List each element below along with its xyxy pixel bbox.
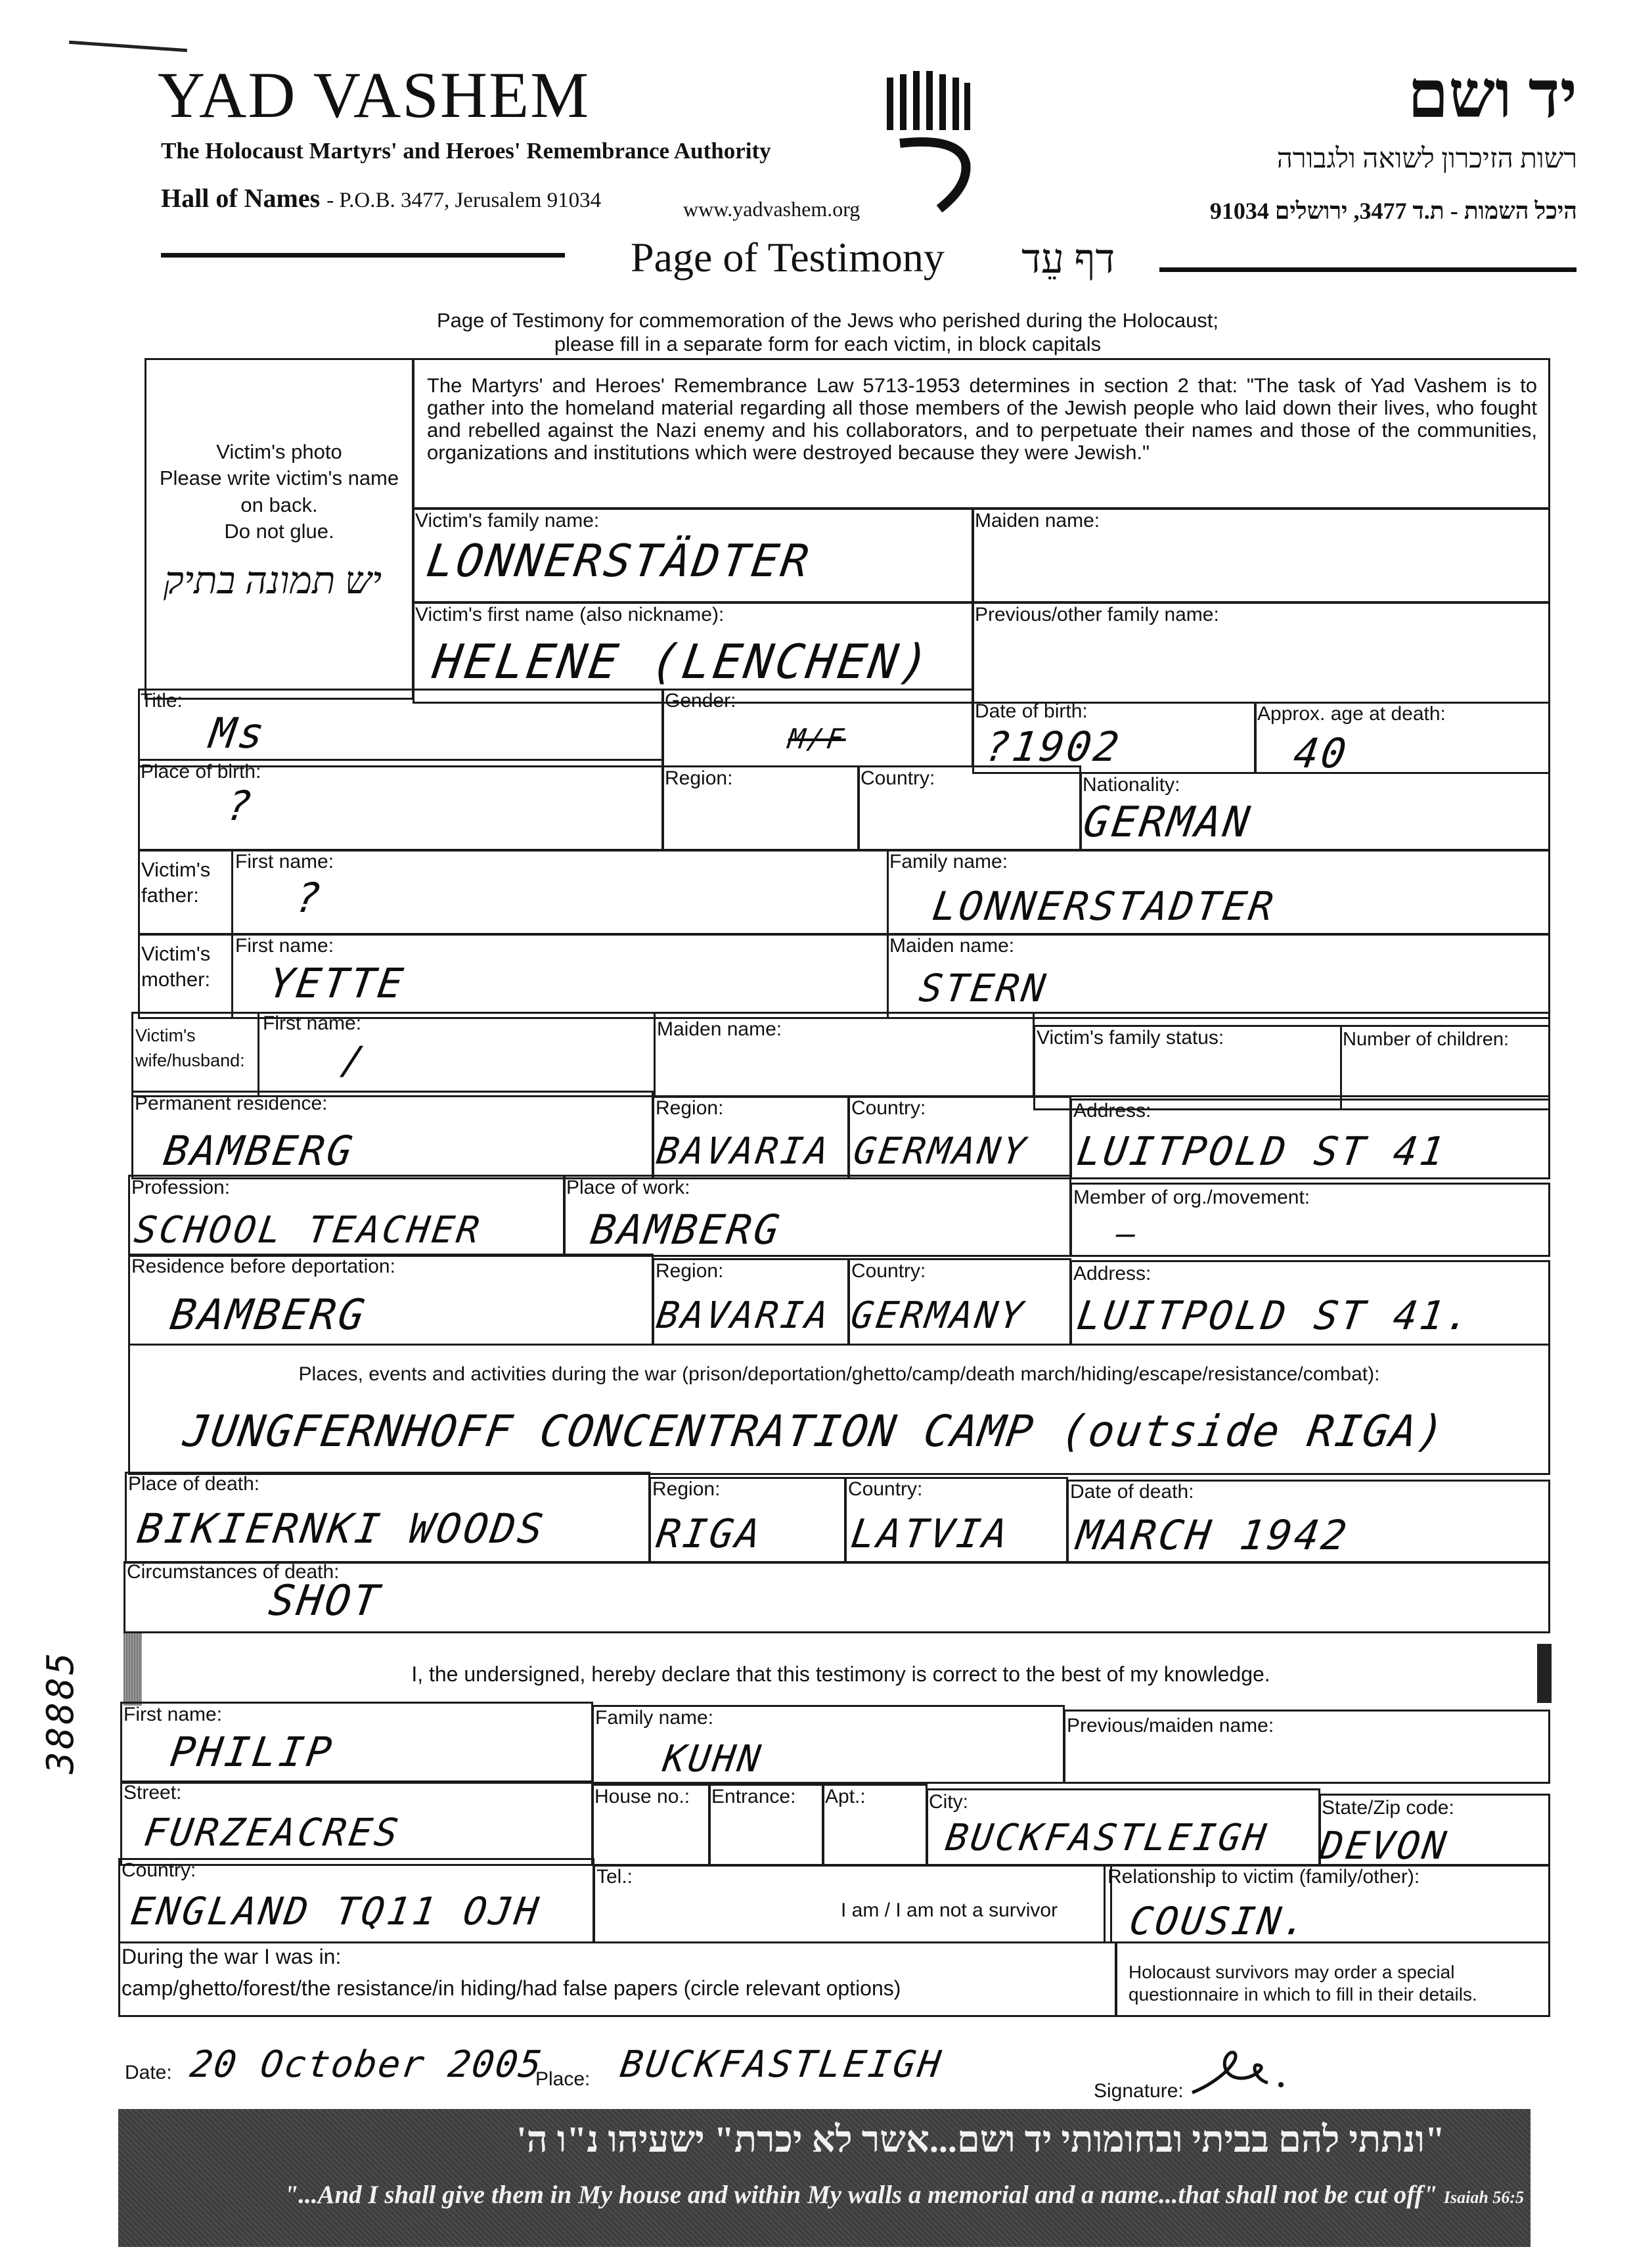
city-value[interactable]: BUCKFASTLEIGH: [943, 1817, 1271, 1859]
workplace-value[interactable]: BAMBERG: [587, 1206, 785, 1254]
father-first-label: First name:: [235, 851, 334, 873]
zip-value[interactable]: DEVON: [1317, 1823, 1452, 1868]
submitter-family-value[interactable]: KUHN: [660, 1738, 766, 1780]
spouse-row-label: Victim's wife/husband:: [135, 1026, 245, 1070]
tel-label: Tel.:: [596, 1866, 633, 1888]
title-value[interactable]: Ms: [206, 710, 270, 758]
nationality-value[interactable]: GERMAN: [1080, 798, 1255, 847]
margin-number: 38885: [39, 1650, 82, 1774]
father-first-value[interactable]: ?: [292, 874, 326, 922]
street-value[interactable]: FURZEACRES: [141, 1810, 403, 1855]
relation-label: Relationship to victim (family/other):: [1107, 1866, 1420, 1888]
residence-label: Permanent residence:: [135, 1093, 328, 1114]
yad-vashem-logo-icon: [880, 71, 979, 212]
org-name: YAD VASHEM: [158, 58, 591, 131]
deportation-region-value[interactable]: BAVARIA: [654, 1294, 834, 1337]
member-value[interactable]: —: [1114, 1215, 1141, 1252]
death-country-label: Country:: [848, 1478, 923, 1500]
deportation-country-value[interactable]: GERMANY: [848, 1294, 1028, 1337]
gender-value[interactable]: M/F: [786, 723, 849, 755]
mother-maiden-label: Maiden name:: [889, 935, 1015, 957]
other-family-name-label: Previous/other family name:: [975, 604, 1219, 625]
deportation-address-value[interactable]: LUITPOLD ST 41.: [1074, 1293, 1476, 1339]
war-label: Places, events and activities during the war (prison/deportation/ghetto/camp/death march/hiding/escape/resistance/combat):: [298, 1363, 1380, 1385]
death-date-value[interactable]: MARCH 1942: [1073, 1511, 1353, 1559]
intro-line-1: Page of Testimony for commemoration of the Jews who perished during the Holocaust;: [436, 309, 1219, 332]
signature-mark[interactable]: [1189, 2047, 1294, 2099]
member-label: Member of org./movement:: [1073, 1187, 1310, 1208]
deportation-country-label: Country:: [851, 1260, 926, 1282]
footer-hebrew: "ונתתי להם בביתי ובחומותי יד ושם...אשר לא יכרת" ישעיהו נ"ו ה': [516, 2120, 1445, 2160]
family-name-value[interactable]: LONNERSTÄDTER: [423, 535, 815, 587]
signature-label: Signature:: [1094, 2080, 1184, 2102]
entrance-label: Entrance:: [711, 1786, 796, 1807]
form-title-hebrew: דף עֵד: [1021, 237, 1115, 282]
zip-label: State/Zip code:: [1322, 1797, 1454, 1819]
war-value[interactable]: JUNGFERNHOFF CONCENTRATION CAMP (outside RIGA): [180, 1406, 1449, 1457]
house-no-label: House no.:: [594, 1786, 690, 1807]
profession-value[interactable]: SCHOOL TEACHER: [131, 1209, 485, 1252]
scan-mark-line: [69, 41, 187, 53]
authority-name: The Holocaust Martyrs' and Heroes' Remembrance Authority: [161, 138, 771, 164]
pob-country-label: Country:: [861, 767, 935, 789]
workplace-label: Place of work:: [566, 1177, 690, 1198]
place-label: Place:: [535, 2068, 591, 2090]
residence-country-label: Country:: [851, 1097, 926, 1119]
deportation-residence-value[interactable]: BAMBERG: [167, 1291, 370, 1340]
deportation-address-label: Address:: [1073, 1263, 1152, 1284]
photo-instructions: Victim's photo Please write victim's name on back. Do not glue.: [159, 440, 399, 543]
deportation-residence-label: Residence before deportation:: [131, 1256, 395, 1277]
age-label: Approx. age at death:: [1257, 703, 1446, 725]
submitter-family-label: Family name:: [595, 1707, 714, 1729]
death-region-label: Region:: [652, 1478, 721, 1500]
spouse-first-value[interactable]: /: [338, 1038, 370, 1083]
law-text: The Martyrs' and Heroes' Remembrance Law 5713-1953 determines in section 2 that: "The task of Yad Vashem is to gather into the homeland material regarding all those members of the Jewish people who laid down their lives, who fought and rebelled against the Nazi enemy and his collaborators, and to perpetuate their names and those of the communities, organizations and institutions which were destroyed because they were Jewish.": [427, 374, 1537, 465]
hall-of-names: [161, 183, 601, 214]
declaration-right-edge: [1537, 1644, 1552, 1703]
hebrew-hall: היכל השמות - ת.ד 3477, ירושלים 91034: [1209, 198, 1577, 224]
dob-label: Date of birth:: [975, 700, 1088, 722]
hebrew-name: יד ושם: [1407, 58, 1577, 131]
pob-label: Place of birth:: [141, 761, 261, 782]
father-family-value[interactable]: LONNERSTADTER: [929, 884, 1279, 930]
mother-row-label: Victim's mother:: [141, 942, 211, 991]
hall-address: - P.O.B. 3477, Jerusalem 91034: [326, 189, 602, 212]
footer-english-quote: "...And I shall give them in My house and within My walls a memorial and a name...that shall not be cut off": [284, 2181, 1438, 2209]
residence-address-label: Address:: [1073, 1100, 1152, 1122]
declaration-text: I, the undersigned, hereby declare that this testimony is correct to the best of my knowledge.: [411, 1662, 1270, 1686]
maiden-name-label: Maiden name:: [975, 510, 1100, 532]
mother-first-value[interactable]: YETTE: [265, 959, 409, 1007]
submitter-prev-label: Previous/maiden name:: [1067, 1715, 1274, 1736]
family-status-label: Victim's family status:: [1037, 1027, 1224, 1049]
deportation-region-label: Region:: [656, 1260, 724, 1282]
first-name-value[interactable]: HELENE (LENCHEN): [430, 634, 935, 689]
death-date-label: Date of death:: [1070, 1481, 1194, 1503]
survivor-note: Holocaust survivors may order a special questionnaire in which to fill in their details.: [1129, 1962, 1477, 2005]
residence-value[interactable]: BAMBERG: [160, 1127, 358, 1175]
date-value[interactable]: 20 October 2005: [187, 2043, 546, 2086]
website: www.yadvashem.org: [683, 197, 861, 221]
hebrew-authority: רשות הזיכרון לשואה ולגבורה: [1276, 144, 1577, 174]
spouse-first-label: First name:: [263, 1012, 362, 1034]
header-rule-left: [161, 253, 565, 258]
survivor-status[interactable]: I am / I am not a survivor: [841, 1899, 1058, 1921]
residence-region-label: Region:: [656, 1097, 724, 1119]
dob-value[interactable]: ?1902: [981, 723, 1125, 771]
pob-region-label: Region:: [665, 767, 733, 789]
death-place-label: Place of death:: [128, 1473, 260, 1495]
nationality-label: Nationality:: [1083, 774, 1180, 796]
war-status-label: During the war I was in:: [122, 1945, 342, 1968]
death-circumstances-label: Circumstances of death:: [127, 1561, 340, 1583]
father-row-label: Victim's father:: [141, 858, 211, 907]
relation-value[interactable]: COUSIN.: [1127, 1899, 1312, 1943]
father-family-label: Family name:: [889, 851, 1008, 873]
first-name-label: Victim's first name (also nickname):: [415, 604, 725, 625]
header-rule-right: [1159, 267, 1577, 272]
photo-handwritten-note: יש תמונה בתיק: [163, 559, 382, 602]
war-status-options[interactable]: camp/ghetto/forest/the resistance/in hiding/had false papers (circle relevant options): [122, 1976, 901, 2000]
death-country-value[interactable]: LATVIA: [848, 1511, 1013, 1557]
death-region-value[interactable]: RIGA: [654, 1511, 766, 1557]
death-place-value[interactable]: BIKIERNKI WOODS: [134, 1505, 549, 1553]
footer-english: [131, 2180, 1524, 2210]
pob-value[interactable]: ?: [223, 782, 257, 830]
apt-label: Apt.:: [825, 1786, 866, 1807]
title-label: Title:: [141, 690, 183, 712]
family-name-label: Victim's family name:: [415, 510, 600, 532]
mother-maiden-value[interactable]: STERN: [916, 966, 1051, 1010]
spouse-maiden-label: Maiden name:: [657, 1018, 782, 1040]
gender-label: Gender:: [665, 690, 736, 712]
intro-line-2: please fill in a separate form for each victim, in block capitals: [554, 332, 1102, 355]
footer-citation: Isaiah 56:5: [1443, 2188, 1524, 2207]
children-label: Number of children:: [1343, 1029, 1510, 1050]
profession-label: Profession:: [131, 1177, 231, 1198]
declaration-left-edge: [123, 1633, 142, 1706]
hall-label: Hall of Names: [161, 183, 321, 213]
mother-first-label: First name:: [235, 935, 334, 957]
city-label: City:: [929, 1791, 968, 1813]
form-title: Page of Testimony: [631, 234, 945, 281]
age-value[interactable]: 40: [1290, 729, 1352, 777]
submitter-country-value[interactable]: ENGLAND TQ11 OJH: [128, 1889, 544, 1934]
place-value[interactable]: BUCKFASTLEIGH: [617, 2043, 946, 2086]
date-label: Date:: [125, 2062, 172, 2083]
residence-region-value[interactable]: BAVARIA: [654, 1130, 834, 1173]
submitter-first-value[interactable]: PHILIP: [167, 1728, 338, 1776]
residence-address-value[interactable]: LUITPOLD ST 41: [1074, 1129, 1450, 1175]
street-label: Street:: [123, 1782, 182, 1803]
death-circumstances-value[interactable]: SHOT: [265, 1577, 385, 1625]
submitter-country-label: Country:: [122, 1859, 196, 1881]
submitter-first-label: First name:: [123, 1704, 223, 1725]
residence-country-value[interactable]: GERMANY: [851, 1130, 1031, 1173]
